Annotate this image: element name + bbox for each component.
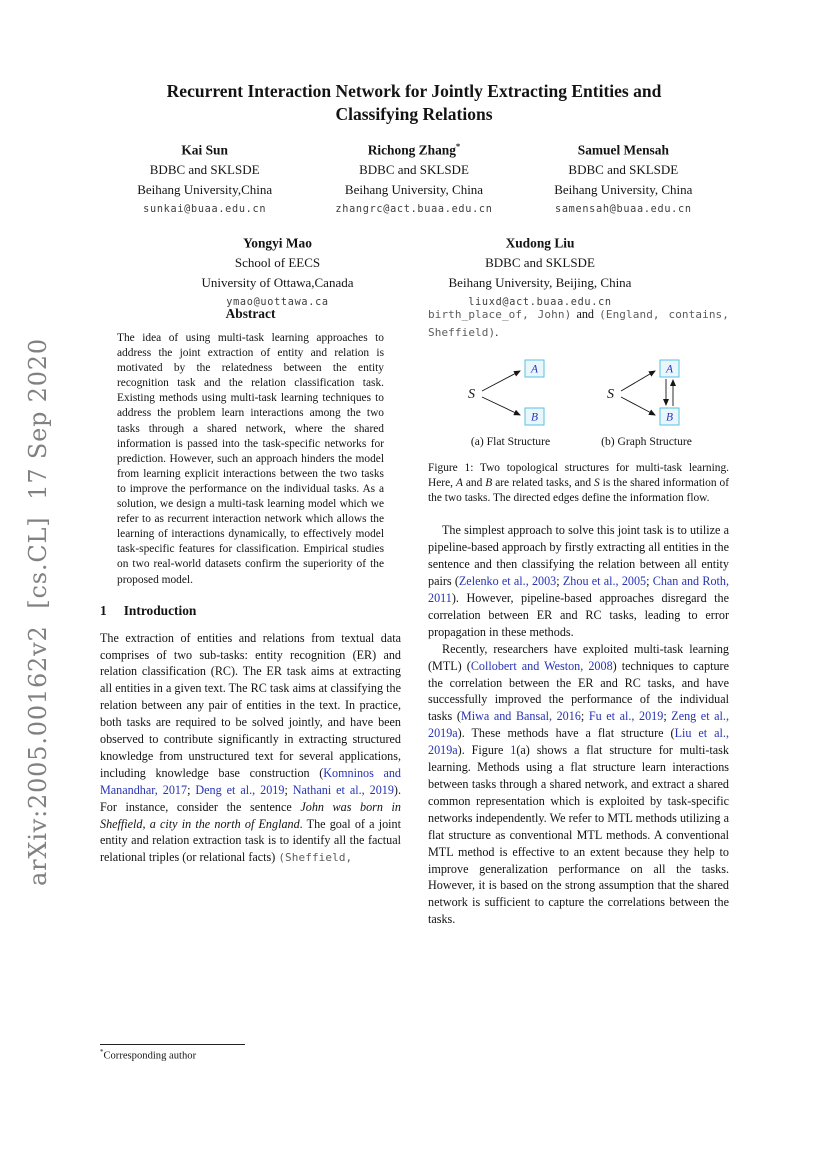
citation-link[interactable]: 1 [510,743,517,758]
subfigure-a-label: (a) Flat Structure [470,434,551,448]
footnote-text [100,1049,401,1062]
mtl-paragraph [428,641,729,928]
text-run: The extraction of entities and relations from textual data comprises of two sub-tasks: entity recognition (ER) and relation classification (RC). The ER task aims at extracting all entities in a given text. The RC task aims at classifying the relation between any pair of entities in the text. In practice, both tasks are required to be solved jointly, and have been observed to contribute significantly in extracting structured knowledge from unstructured text for several applications, including knowledge base construction ( [100,630,401,780]
edge-s-to-b [621,397,655,415]
footnote [100,1040,401,1062]
subfigure-b-label: (b) Graph Structure [601,434,692,448]
text-run: Figure 1: Two topological structures for multi-task learning. Here, [428,461,729,490]
figure-1-caption [428,461,729,507]
task-node-b: B [665,411,673,424]
text-run: (Sheffield, [278,851,353,865]
text-run: Recently, researchers have exploited multi-task learning (MTL) ( [428,641,729,673]
pipeline-paragraph [428,522,729,640]
citation-link[interactable]: Deng et al., 2019 [195,782,285,797]
author-affiliation: Beihang University, China [554,181,693,197]
footnote-marker: * [100,1049,104,1056]
text-run: birth_place_of, John) [428,308,572,321]
paper-title: Recurrent Interaction Network for Jointly Extracting Entities and Classifying Relations [166,81,662,124]
citation-link[interactable]: Collobert and Weston, 2008 [470,658,613,673]
subfigure-graph-structure [597,355,697,448]
author-name [309,136,518,160]
author-footnote-marker: * [455,141,461,151]
edge-s-to-a [621,371,655,391]
text-run: (a) shows a flat structure for multi-task learning. Methods using a flat structure learn interactions between tasks through a shared network, and extract a shared common representation which is exploited by task-specific networks independently. We refer to MTL methods utilizing a flat structure as conventional MTL methods. A conventional MTL method is effective to an extent because they help to improve generalization performance on all the tasks. However, it is based on the strong assumption that the shared network is sufficient to capture the correlations between the tasks. [428,743,729,927]
right-column [428,306,729,1068]
author-block-xudong-liu [390,229,690,308]
text-run: B [485,477,493,490]
author-name-text: Xudong Liu [505,235,575,251]
section-title: Introduction [123,602,197,618]
text-run: ; [187,782,196,797]
author-affiliation: Beihang University, Beijing, China [448,274,632,290]
citation-link[interactable]: Fu et al., 2019 [588,709,664,724]
text-run: and [571,307,600,321]
shared-node-s: S [606,386,614,402]
text-run: ; [556,574,563,589]
text-run: A [455,477,463,490]
author-affiliation: University of Ottawa,Canada [201,274,354,290]
continuation-paragraph [428,306,729,342]
author-email: ymao@uottawa.ca [226,297,329,309]
author-email: samensah@buaa.edu.cn [554,204,692,216]
graph-structure-diagram [597,355,697,431]
citation-link[interactable]: Zeng et al., 2019a [428,709,729,741]
author-affiliation: BDBC and SKLSDE [568,162,679,178]
text-run: ; [284,782,293,797]
task-node-a: A [665,363,673,376]
citation-link[interactable]: Nathani et al., 2019 [292,782,394,797]
footnote-divider [100,1044,245,1045]
author-block-richong-zhang [309,136,518,215]
author-affiliation: BDBC and SKLSDE [359,162,469,178]
arxiv-watermark: arXiv:2005.00162v2 [cs.CL] 17 Sep 2020 [24,338,52,886]
text-run: are related tasks, and [492,477,594,490]
text-run: is the shared information of the two tasks. The directed edges define the information flow. [428,477,729,505]
intro-paragraph [100,630,401,868]
shared-node-s: S [467,386,475,402]
author-name-text: Kai Sun [181,142,228,158]
author-name-text: Yongyi Mao [243,235,312,251]
author-affiliation: BDBC and SKLSDE [485,255,595,271]
author-block-kai-sun [100,136,309,215]
citation-link[interactable]: Zhou et al., 2005 [562,574,647,589]
author-affiliation: Beihang University,China [137,181,273,197]
author-name [100,136,309,160]
text-run: . The goal of a joint entity and relation extraction task is to identify all the factual relational triples (or relational facts) [100,816,401,865]
text-run: S [594,477,600,490]
citation-link[interactable]: Komninos and Manandhar, 2017 [100,765,401,797]
text-run: John was born in Sheffield, a city in the north of England [100,799,401,831]
author-affiliation: Beihang University, China [344,181,484,197]
figure-1 [428,355,729,448]
abstract-text: The idea of using multi-task learning approaches to address the joint extraction of entity and relation is motivated by the relatedness between the entity recognition task and the relation classification task. Existing methods using multi-task learning techniques to address the problem learn interactions among the two tasks through a shared network, where the shared information is passed into the task-specific networks for prediction. However, such an approach hinders the model from learning explicit interactions between the two tasks to improve the performance on the individual tasks. As a solution, we design a multi-task learning model which we refer to as recurrent interaction network which allows the learning of interactions dynamically, to effectively model task-specific features for classification. Empirical studies on two real-world datasets confirm the superiority of the proposed model. [117,332,384,586]
author-email: sunkai@buaa.edu.cn [143,204,267,216]
author-block-samuel-mensah [519,136,728,215]
author-affiliation: School of EECS [234,255,321,271]
edge-s-to-b [482,397,520,415]
author-name-text: Samuel Mensah [577,142,669,158]
citation-link[interactable]: Zelenko et al., 2003 [458,574,557,589]
text-run: ; [580,709,589,724]
text-run: ) techniques to capture the correlation between the ER and RC tasks, and have successfully improved the performance of the individual tasks ( [428,658,729,724]
text-run: The simplest approach to solve this joint task is to utilize a pipeline-based approach by firstly extracting all entities in the sentence and then classifying the relation between all entity pairs ( [428,523,729,589]
task-node-a: A [530,363,538,376]
author-affiliation: BDBC and SKLSDE [149,162,260,178]
flat-structure-diagram [461,355,561,431]
text-run: ). For instance, consider the sentence [100,782,401,814]
section-number: 1 [100,602,107,618]
footnote-label: Corresponding author [103,1050,197,1062]
text-run: ; [663,709,672,724]
text-run: ; [646,574,653,589]
text-run: (England, contains, Sheffield) [428,308,729,339]
text-run: and [462,477,486,490]
author-name [519,136,728,160]
citation-link[interactable]: Miwa and Bansal, 2016 [460,709,581,724]
author-email: liuxd@act.buaa.edu.cn [468,297,612,309]
left-column [100,306,401,1038]
subfigure-flat-structure [461,355,561,448]
citation-link[interactable]: Liu et al., 2019a [428,726,729,758]
task-node-b: B [530,411,538,424]
text-run: ). These methods have a flat structure ( [457,726,675,741]
author-name-text: Richong Zhang [367,142,456,158]
text-run: ). Figure [457,743,511,758]
citation-link[interactable]: Chan and Roth, 2011 [428,574,729,606]
author-name [390,229,690,253]
authors-row-1 [100,136,728,215]
text-run: . [495,324,499,339]
edge-s-to-a [482,371,520,391]
section-1-heading [100,603,401,619]
author-email: zhangrc@act.buaa.edu.cn [335,204,493,216]
abstract-heading: Abstract [225,306,276,321]
text-run: ). However, pipeline-based approaches disregard the correlation between ER and RC tasks, leading to error propagation in these methods. [428,591,729,639]
